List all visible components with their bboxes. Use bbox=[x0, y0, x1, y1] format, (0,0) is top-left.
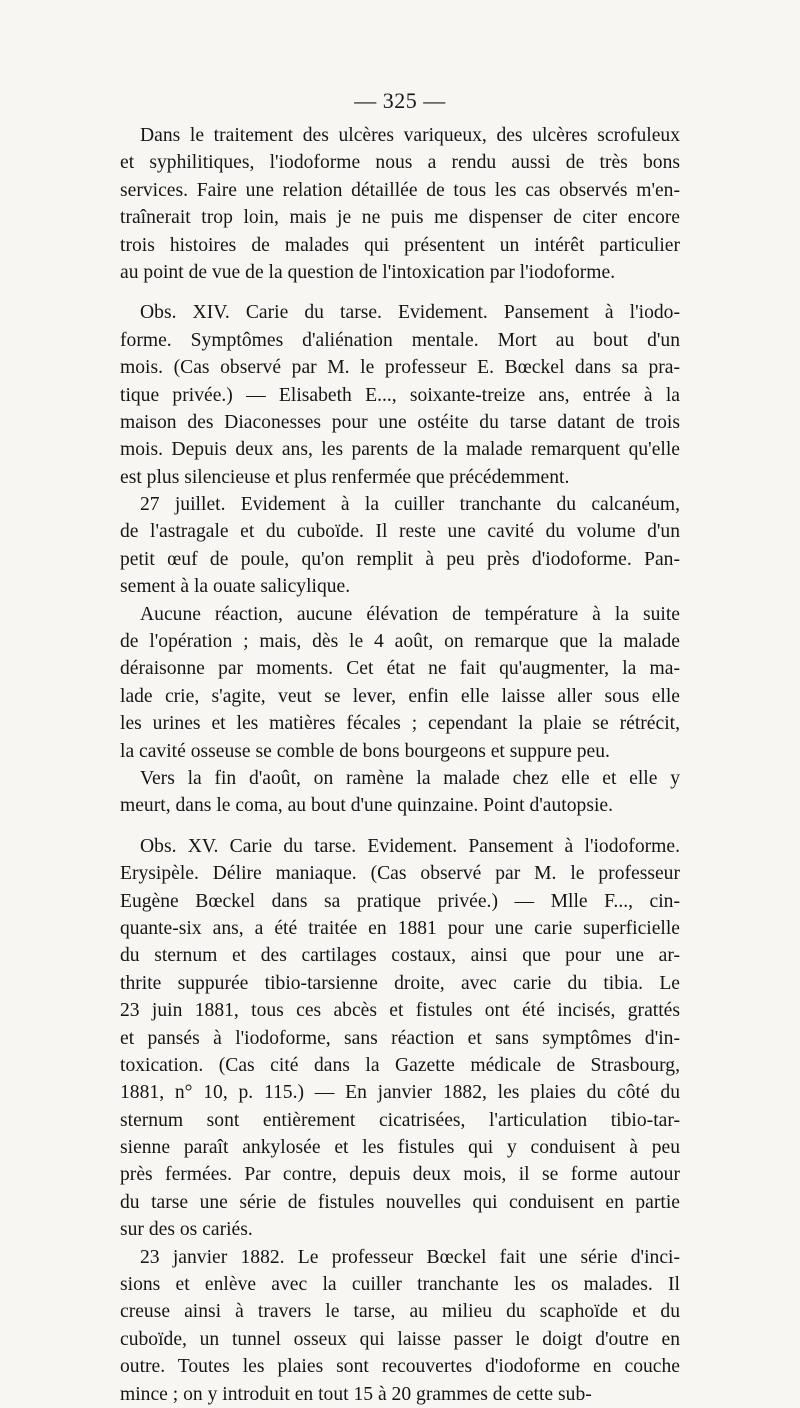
text-line: forme. Symptômes d'aliénation mentale. Mort au bout d'un bbox=[120, 329, 680, 351]
text-line: Erysipèle. Délire maniaque. (Cas observé par M. le professeur bbox=[120, 863, 680, 885]
text-line: Aucune réaction, aucune élévation de température à la suite bbox=[140, 603, 680, 625]
text-line: outre. Toutes les plaies sont recouvertes d'iodoforme en couche bbox=[120, 1356, 680, 1378]
text-line: sur des os cariés. bbox=[120, 1219, 253, 1241]
paragraph-gap bbox=[120, 820, 680, 833]
text-line: traînerait trop loin, mais je ne puis me dispenser de citer encore bbox=[120, 207, 680, 229]
text-line: tique privée.) — Elisabeth E..., soixante-treize ans, entrée à la bbox=[120, 384, 680, 406]
paragraph-gap bbox=[120, 286, 680, 299]
text-line: les urines et les matières fécales ; cependant la plaie se rétrécit, bbox=[120, 713, 680, 735]
text-line: trois histoires de malades qui présentent un intérêt particulier bbox=[120, 234, 680, 256]
text-line: sement à la ouate salicylique. bbox=[120, 576, 351, 598]
text-line: cuboïde, un tunnel osseux qui laisse passer le doigt d'outre en bbox=[120, 1328, 680, 1350]
text-line: au point de vue de la question de l'intoxication par l'iodoforme. bbox=[120, 261, 616, 283]
text-line: lade crie, s'agite, veut se lever, enfin elle laisse aller sous elle bbox=[120, 685, 680, 707]
observation-xiv bbox=[120, 299, 680, 491]
text-line: mince ; on y introduit en tout 15 à 20 grammes de cette sub- bbox=[120, 1383, 592, 1405]
text-line: meurt, dans le coma, au bout d'une quinzaine. Point d'autopsie. bbox=[120, 795, 613, 817]
text-line: mois. Depuis deux ans, les parents de la malade remarquent qu'elle bbox=[120, 439, 680, 461]
page-number: — 325 — bbox=[354, 88, 446, 113]
text-line: Obs. XIV. Carie du tarse. Evidement. Pansement à l'iodo- bbox=[140, 302, 680, 324]
text-line: maison des Diaconesses pour une ostéite du tarse datant de trois bbox=[120, 411, 680, 433]
text-line: quante-six ans, a été traitée en 1881 pour une carie superficielle bbox=[120, 917, 680, 939]
text-line: services. Faire une relation détaillée de tous les cas observés m'en- bbox=[120, 179, 680, 201]
text-line: Eugène Bœckel dans sa pratique privée.) — Mlle F..., cin- bbox=[120, 890, 680, 912]
text-line: du sternum et des cartilages costaux, ainsi que pour une ar- bbox=[120, 945, 680, 967]
body-text bbox=[120, 122, 680, 1408]
text-line: sienne paraît ankylosée et les fistules qui y conduisent à peu bbox=[120, 1137, 680, 1159]
xv-january-23 bbox=[120, 1244, 680, 1408]
text-line: mois. (Cas observé par M. le professeur E. Bœckel dans sa pra- bbox=[120, 357, 680, 379]
text-line: 27 juillet. Evidement à la cuiller tranchante du calcanéum, bbox=[140, 494, 680, 516]
text-line: 1881, n° 10, p. 115.) — En janvier 1882, les plaies du côté du bbox=[120, 1082, 680, 1104]
text-line: 23 janvier 1882. Le professeur Bœckel fait une série d'inci- bbox=[140, 1246, 680, 1268]
text-line: sternum sont entièrement cicatrisées, l'articulation tibio-tar- bbox=[120, 1109, 680, 1131]
text-line: Obs. XV. Carie du tarse. Evidement. Pansement à l'iodoforme. bbox=[140, 835, 680, 857]
text-line: creuse ainsi à travers le tarse, au milieu du scaphoïde et du bbox=[120, 1301, 680, 1323]
text-line: déraisonne par moments. Cet état ne fait qu'augmenter, la ma- bbox=[120, 658, 680, 680]
text-line: thrite suppurée tibio-tarsienne droite, avec carie du tibia. Le bbox=[120, 972, 680, 994]
text-line: et syphilitiques, l'iodoforme nous a rendu aussi de très bons bbox=[120, 152, 680, 174]
text-line: de l'opération ; mais, dès le 4 août, on remarque que la malade bbox=[120, 631, 680, 653]
text-line: du tarse une série de fistules nouvelles qui conduisent en partie bbox=[120, 1191, 680, 1213]
xiv-end-august bbox=[120, 765, 680, 820]
text-line: est plus silencieuse et plus renfermée que précédemment. bbox=[120, 466, 570, 488]
xiv-july-27 bbox=[120, 491, 680, 601]
text-line: et pansés à l'iodoforme, sans réaction et sans symptômes d'in- bbox=[120, 1027, 680, 1049]
text-line: la cavité osseuse se comble de bons bourgeons et suppure peu. bbox=[120, 740, 610, 762]
text-line: sions et enlève avec la cuiller tranchante les os malades. Il bbox=[120, 1274, 680, 1296]
xiv-no-reaction bbox=[120, 601, 680, 765]
intro-paragraph bbox=[120, 122, 680, 286]
text-line: petit œuf de poule, qu'on remplit à peu près d'iodoforme. Pan- bbox=[120, 548, 680, 570]
text-line: de l'astragale et du cuboïde. Il reste une cavité du volume d'un bbox=[120, 521, 680, 543]
text-line: 23 juin 1881, tous ces abcès et fistules ont été incisés, grattés bbox=[120, 1000, 680, 1022]
observation-xv bbox=[120, 833, 680, 1244]
text-line: près fermées. Par contre, depuis deux mois, il se forme autour bbox=[120, 1164, 680, 1186]
text-line: Vers la fin d'août, on ramène la malade chez elle et elle y bbox=[140, 767, 680, 789]
text-line: toxication. (Cas cité dans la Gazette médicale de Strasbourg, bbox=[120, 1054, 680, 1076]
text-line: Dans le traitement des ulcères variqueux, des ulcères scrofuleux bbox=[140, 125, 680, 146]
